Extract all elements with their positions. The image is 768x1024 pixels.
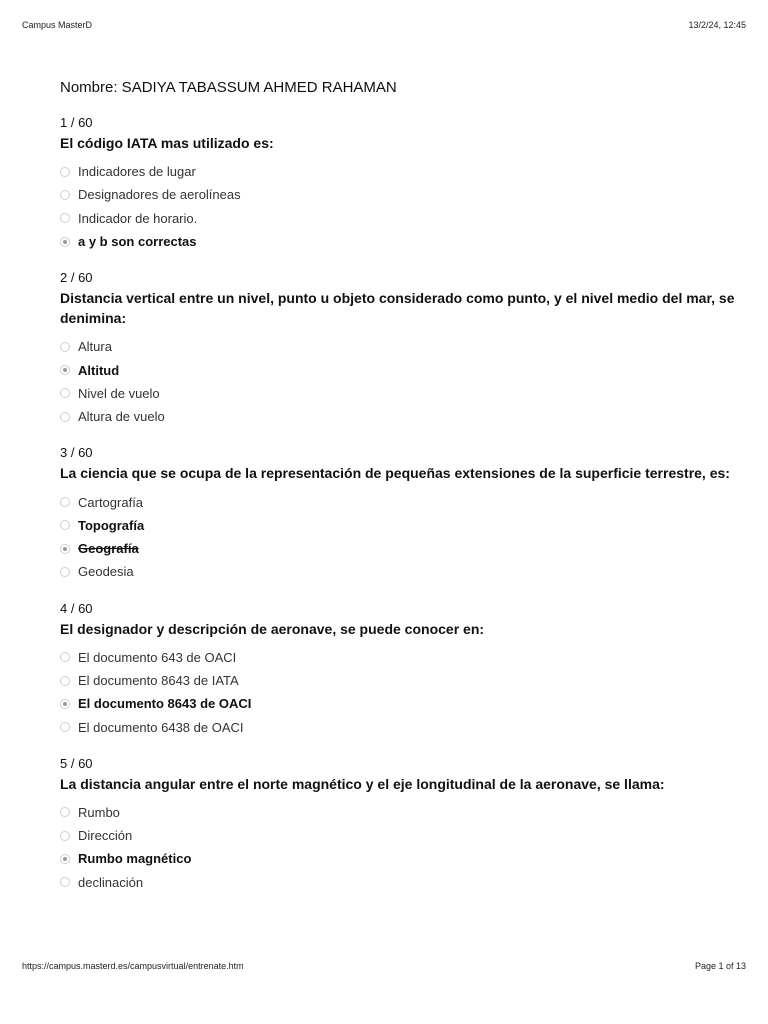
answer-option[interactable] xyxy=(60,230,750,253)
question-text: Distancia vertical entre un nivel, punto u objeto considerado como punto, y el nivel medio del mar, se denimina: xyxy=(60,290,735,327)
question-block xyxy=(60,115,750,253)
question-number: 1 / 60 xyxy=(60,115,93,130)
radio-button-icon[interactable] xyxy=(60,877,70,887)
radio-button-icon[interactable] xyxy=(60,831,70,841)
radio-button-icon[interactable] xyxy=(60,699,70,709)
answer-label: El documento 6438 de OACI xyxy=(78,719,244,735)
answer-option[interactable] xyxy=(60,207,750,230)
question-block xyxy=(60,601,750,739)
answer-option[interactable] xyxy=(60,801,750,824)
radio-button-icon[interactable] xyxy=(60,652,70,662)
question-number: 5 / 60 xyxy=(60,755,93,771)
answer-option[interactable] xyxy=(60,358,750,381)
radio-button-icon[interactable] xyxy=(60,676,70,686)
answer-label: El documento 8643 de OACI xyxy=(78,696,252,712)
question-block xyxy=(60,756,750,894)
answer-option[interactable] xyxy=(60,335,750,358)
radio-button-icon[interactable] xyxy=(60,520,70,530)
radio-button-icon[interactable] xyxy=(60,544,70,554)
radio-button-icon[interactable] xyxy=(60,412,70,422)
question-text: La distancia angular entre el norte magnético y el eje longitudinal de la aeronave, se llama: xyxy=(60,775,665,792)
student-name: Nombre: SADIYA TABASSUM AHMED RAHAMAN xyxy=(60,79,397,96)
radio-button-icon[interactable] xyxy=(60,854,70,864)
answer-label: Cartografía xyxy=(78,494,144,510)
radio-button-icon[interactable] xyxy=(60,237,70,247)
radio-button-icon[interactable] xyxy=(60,213,70,223)
answer-option[interactable] xyxy=(60,490,750,513)
answer-label: El documento 643 de OACI xyxy=(78,649,237,665)
quiz-content xyxy=(60,78,750,911)
print-datetime: 13/2/24, 12:45 xyxy=(688,20,746,30)
answer-option[interactable] xyxy=(60,847,750,870)
print-footer xyxy=(22,961,746,971)
radio-button-icon[interactable] xyxy=(60,342,70,352)
answer-label: Geodesia xyxy=(78,564,134,580)
answer-option[interactable] xyxy=(60,715,750,738)
radio-button-icon[interactable] xyxy=(60,167,70,177)
question-text: La ciencia que se ocupa de la representación de pequeñas extensiones de la superficie terrestre, es: xyxy=(60,465,730,482)
answer-label: Indicador de horario. xyxy=(78,210,198,226)
answer-label: Altitud xyxy=(78,362,120,378)
answer-label: a y b son correctas xyxy=(78,234,197,250)
answer-option[interactable] xyxy=(60,692,750,715)
answer-option[interactable] xyxy=(60,646,750,669)
answer-option[interactable] xyxy=(60,160,750,183)
question-block xyxy=(60,445,750,583)
answer-option[interactable] xyxy=(60,824,750,847)
answer-option[interactable] xyxy=(60,514,750,537)
answer-option[interactable] xyxy=(60,405,750,428)
answer-label: declinación xyxy=(78,874,144,890)
answer-label: Indicadores de lugar xyxy=(78,164,196,180)
answer-option[interactable] xyxy=(60,183,750,206)
answer-label: Altura xyxy=(78,339,112,355)
radio-button-icon[interactable] xyxy=(60,190,70,200)
question-text: El designador y descripción de aeronave, se puede conocer en: xyxy=(60,620,485,637)
print-header xyxy=(22,20,746,30)
answer-label: Dirección xyxy=(78,828,133,844)
answer-label: Nivel de vuelo xyxy=(78,385,160,401)
answer-option[interactable] xyxy=(60,537,750,560)
question-text: El código IATA mas utilizado es: xyxy=(60,135,274,151)
answer-label: Topografía xyxy=(78,517,145,533)
radio-button-icon[interactable] xyxy=(60,388,70,398)
answer-label: Designadores de aerolíneas xyxy=(78,187,241,203)
radio-button-icon[interactable] xyxy=(60,365,70,375)
question-number: 4 / 60 xyxy=(60,600,93,616)
question-list xyxy=(60,115,750,894)
answer-label: Altura de vuelo xyxy=(78,409,165,425)
radio-button-icon[interactable] xyxy=(60,807,70,817)
answer-label: El documento 8643 de IATA xyxy=(78,673,239,688)
answer-option[interactable] xyxy=(60,669,750,692)
radio-button-icon[interactable] xyxy=(60,722,70,732)
answer-option[interactable] xyxy=(60,560,750,583)
answer-label: Rumbo xyxy=(78,804,120,820)
answer-label: Geografía xyxy=(78,541,139,557)
radio-button-icon[interactable] xyxy=(60,567,70,577)
answer-option[interactable] xyxy=(60,382,750,405)
site-name: Campus MasterD xyxy=(22,20,93,30)
radio-button-icon[interactable] xyxy=(60,497,70,507)
answer-label: Rumbo magnético xyxy=(78,851,192,867)
page-number: Page 1 of 13 xyxy=(694,961,746,971)
question-block xyxy=(60,270,750,428)
page-url: https://campus.masterd.es/campusvirtual/entrenate.htm xyxy=(22,961,244,971)
answer-option[interactable] xyxy=(60,871,750,894)
question-number: 3 / 60 xyxy=(60,445,93,461)
question-number: 2 / 60 xyxy=(60,270,93,286)
